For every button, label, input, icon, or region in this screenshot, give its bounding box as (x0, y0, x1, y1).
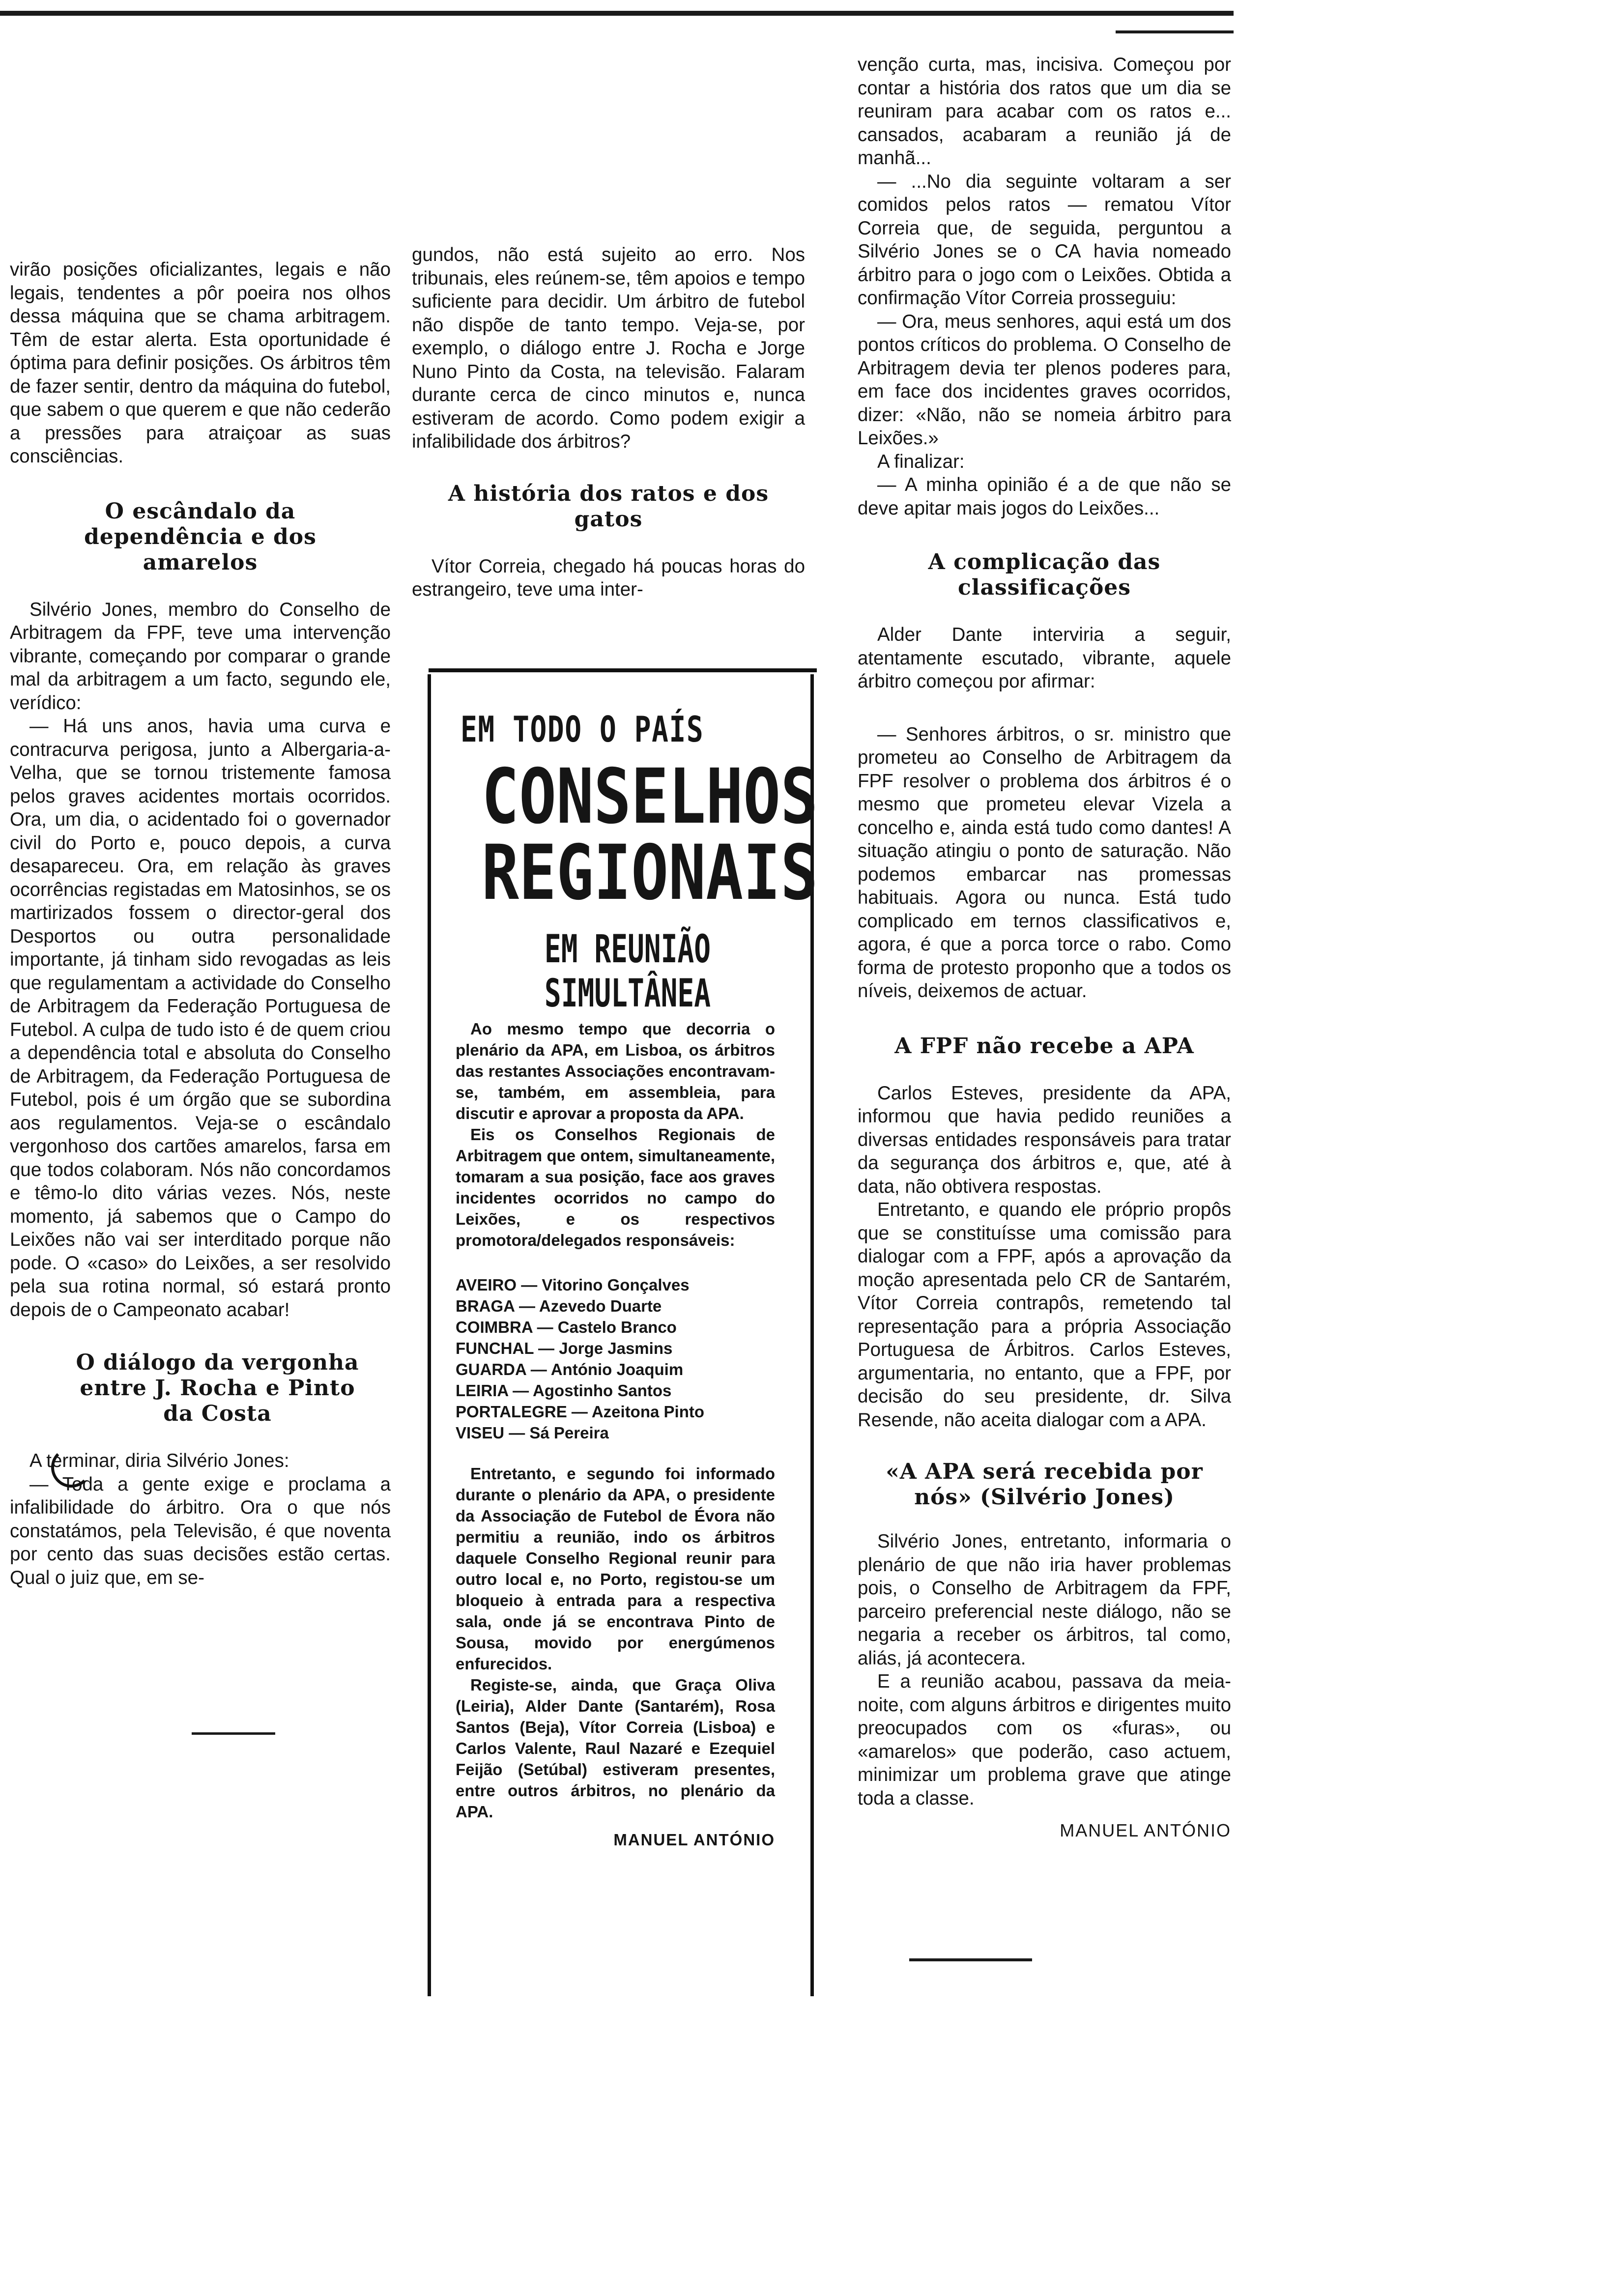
column3-paragraph: Silvério Jones, entretanto, informaria o plenário de que não iria haver problemas pois, o Conselho de Arbitragem da FPF, parceiro preferencial neste diálogo, não se negaria a receber os árbitros, tal como, aliás, já acontecera. (858, 1531, 1231, 1669)
column3-signature: MANUEL ANTÓNIO (1060, 1820, 1231, 1840)
box-paragraph: Ao mesmo tempo que decorria o plenário da APA, em Lisboa, os árbitros das restantes Associações encontravam-se, também, em assembleia, para discutir e aprovar a proposta da APA. (456, 1020, 775, 1122)
column3-top-rule (1116, 30, 1234, 33)
column3-paragraph: venção curta, mas, incisiva. Começou por contar a história dos ratos que um dia se reuniram para acabar com os ratos e... cansados, acabaram a reunião já de manhã... (858, 54, 1231, 169)
list-item: PORTALEGRE — Azeitona Pinto (456, 1403, 705, 1421)
box-kicker: EM TODO O PAÍS (461, 709, 704, 750)
list-item: FUNCHAL — Jorge Jasmins (456, 1339, 673, 1357)
box-subtitle: EM REUNIÃO SIMULTÂNEA (544, 927, 711, 1016)
column2-heading: A história dos ratos e dos gatos (448, 481, 769, 532)
column1-heading-2-mark (51, 1447, 91, 1488)
list-item: AVEIRO — Vitorino Gonçalves (456, 1276, 690, 1294)
column-3 (858, 53, 1231, 1842)
column3-end-rule (909, 1958, 1032, 1961)
column2-paragraph: Vítor Correia, chegado há poucas horas do estrangeiro, teve uma inter- (412, 555, 805, 600)
box-signature: MANUEL ANTÓNIO (613, 1831, 775, 1849)
list-item: VISEU — Sá Pereira (456, 1424, 609, 1442)
column3-paragraph: Entretanto, e quando ele próprio propôs que se constituísse uma comissão para dialogar com a FPF, após a aprovação da moção apresentada pelo CR de Santarém, Vítor Correia contrapôs, remetendo tal representação para a própria Associação Portuguesa de Árbitros. Carlos Esteves, argumentaria, no entanto, que a FPF, por decisão do seu presidente, dr. Silva Resende, não aceita dialogar com a APA. (858, 1199, 1231, 1431)
list-item: LEIRIA — Agostinho Santos (456, 1381, 672, 1400)
column-2 (412, 243, 805, 602)
regional-council-list (456, 1274, 775, 1443)
column3-heading-3: «A APA será recebida por nós» (Silvério Jones) (886, 1459, 1203, 1510)
column3-paragraph: E a reunião acabou, passava da meia-noite, com alguns árbitros e dirigentes muito preocupados com os «furas», ou «amarelos» que poderão, caso actuem, minimizar um problema grave que atinge toda a classe. (858, 1671, 1231, 1809)
column1-end-rule (192, 1732, 275, 1735)
column3-paragraph: A finalizar: (877, 451, 965, 472)
column1-intro: virão posições oficializantes, legais e não legais, tendentes a pôr poeira nos olhos dessa máquina que se chama arbitragem. Têm de estar alerta. Esta oportunidade é óptima para definir posições. Os árbitros têm de fazer sentir, dentro da máquina do futebol, que sabem o que querem e que não cederão a pressões para atraiçoar as suas consciências. (10, 259, 391, 467)
column1-heading-2: O diálogo da vergonha entre J. Rocha e Pinto da Costa (76, 1350, 359, 1426)
list-item: BRAGA — Azevedo Duarte (456, 1297, 662, 1315)
box-body (456, 1018, 775, 1850)
list-item: COIMBRA — Castelo Branco (456, 1318, 677, 1336)
boxed-story (428, 674, 818, 1996)
column1-heading-1: O escândalo da dependência e dos amarelos (84, 498, 317, 575)
column3-paragraph: — Senhores árbitros, o sr. ministro que prometeu ao Conselho de Arbitragem da FPF resolver o problema dos árbitros é o mesmo que prometeu elevar Vizela a concelho e, ainda está tudo como dantes! A situação atingiu o ponto de saturação. Não podemos embarcar nas promessas habituais. Agora ou nunca. Está tudo complicado em ternos classificativos e, agora, é que a porca torce o rabo. Como forma de protesto proponho que a todos os níveis, deixemos de actuar. (858, 723, 1231, 1002)
box-title-line-2: REGIONAIS (482, 829, 818, 917)
box-top-rule (429, 668, 817, 672)
column2-paragraph: gundos, não está sujeito ao erro. Nos tribunais, eles reúnem-se, têm apoios e tempo suficiente para decidir. Um árbitro de futebol não dispõe de tanto tempo. Veja-se, por exemplo, o diálogo entre J. Rocha e Jorge Nuno Pinto da Costa, na televisão. Falaram durante cerca de cinco minutos e, nunca estiveram de acordo. Como podem exigir a infalibilidade dos árbitros? (412, 244, 805, 452)
column3-paragraph: Carlos Esteves, presidente da APA, informou que havia pedido reuniões a diversas entidades responsáveis para tratar da segurança dos árbitros e, que, até à data, não obtivera respostas. (858, 1082, 1231, 1197)
top-rule (0, 11, 1234, 16)
box-paragraph: Eis os Conselhos Regionais de Arbitragem que ontem, simultaneamente, tomaram a sua posição, face aos graves incidentes ocorridos no campo do Leixões, e os respectivos promotora/delegados responsáveis: (456, 1125, 775, 1249)
column3-paragraph: — A minha opinião é a de que não se deve apitar mais jogos do Leixões... (858, 474, 1231, 519)
column3-paragraph: — Ora, meus senhores, aqui está um dos pontos críticos do problema. O Conselho de Arbitragem devia ter plenos poderes para, em face dos incidentes graves ocorridos, dizer: «Não, não se nomeia árbitro para Leixões.» (858, 311, 1231, 449)
column1-paragraph: — Toda a gente exige e proclama a infalibilidade do árbitro. Ora o que nós constatámos, pela Televisão, é que noventa por cento das suas decisões estão certas. Qual o juiz que, em se- (10, 1473, 391, 1588)
box-paragraph: Entretanto, e segundo foi informado durante o plenário da APA, o presidente da Associação de Futebol de Évora não permitiu a reunião, indo os árbitros daquele Conselho Regional reunir para outro local e, no Porto, registou-se um bloqueio à entrada para a respectiva sala, onde já se encontrava Pinto de Sousa, movido por energúmenos enfurecidos. (456, 1464, 775, 1673)
column1-paragraph: Silvério Jones, membro do Conselho de Arbitragem da FPF, teve uma intervenção vibrante, começando por comparar o grande mal da arbitragem a um facto, segundo ele, verídico: (10, 599, 391, 714)
box-paragraph: Registe-se, ainda, que Graça Oliva (Leiria), Alder Dante (Santarém), Rosa Santos (Beja), Vítor Correia (Lisboa) e Carlos Valente, Raul Nazaré e Ezequiel Feijão (Setúbal) estiveram presentes, entre outros árbitros, no plenário da APA. (456, 1676, 775, 1821)
box-title-line-1: CONSELHOS (482, 753, 818, 841)
column-1 (10, 258, 391, 1589)
column3-paragraph: — ...No dia seguinte voltaram a ser comidos pelos ratos — rematou Vítor Correia que, de seguida, perguntou a Silvério Jones se o CA havia nomeado árbitro para o jogo com o Leixões. Obtida a confirmação Vítor Correia prosseguiu: (858, 171, 1231, 309)
column3-heading-2: A FPF não recebe a APA (894, 1033, 1194, 1059)
column3-heading-1: A complicação das classificações (928, 549, 1161, 600)
column1-paragraph: A terminar, diria Silvério Jones: (29, 1450, 289, 1471)
column3-paragraph: Alder Dante interviria a seguir, atentamente escutado, vibrante, aquele árbitro começou por afirmar: (858, 624, 1231, 692)
list-item: GUARDA — António Joaquim (456, 1360, 684, 1378)
column1-paragraph: — Há uns anos, havia uma curva e contracurva perigosa, junto a Albergaria-a-Velha, que se tornou tristemente famosa pelos graves acidentes mortais ocorridos. Ora, um dia, o acidentado foi o governador civil do Porto e, pouco depois, a curva desapareceu. Ora, em relação às graves ocorrências registadas em Matosinhos, se os martirizados fossem o director-geral dos Desportos ou outra personalidade importante, já tinham sido revogadas as leis que regulamentam a actividade do Conselho de Arbitragem da Federação Portuguesa de Futebol. A culpa de tudo isto é de quem criou a dependência total e absoluta do Conselho de Arbitragem, da Federação Portuguesa de Futebol, pois é um órgão que se subordina aos regulamentos. Veja-se o escândalo vergonhoso dos cartões amarelos, farsa em que todos colaboram. Nós não concordamos e têmo-lo dito várias vezes. Nós, neste momento, já sabemos que o Campo do Leixões não vai ser interditado porque não pode. O «caso» do Leixões, a ser resolvido pela sua rotina normal, só estará pronto depois de o Campeonato acabar! (10, 716, 391, 1320)
